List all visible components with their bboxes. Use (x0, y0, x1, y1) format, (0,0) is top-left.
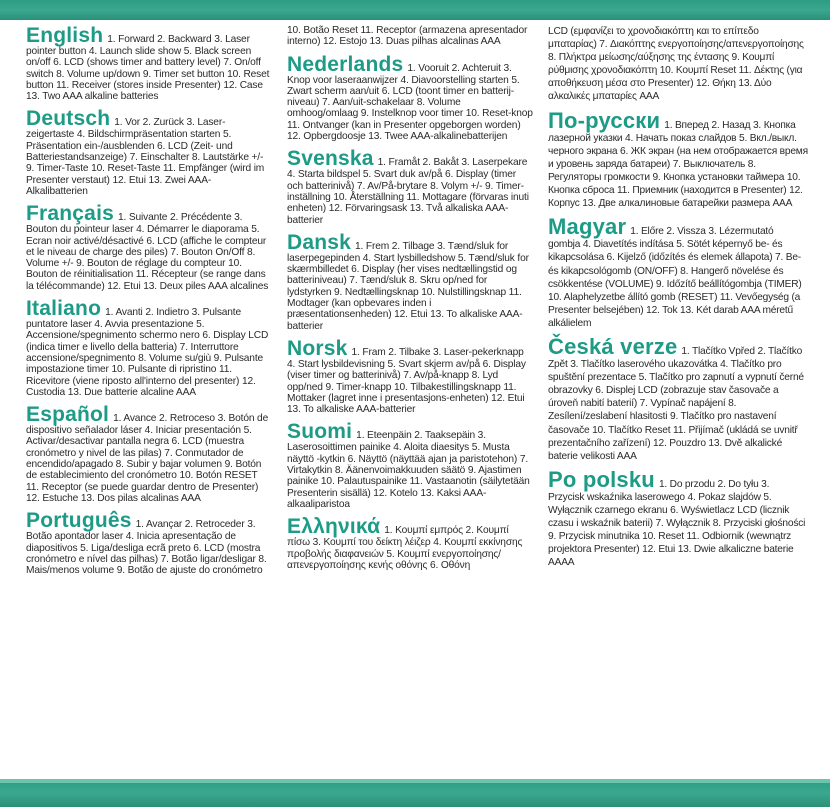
section-text: 1. Eteenpäin 2. Taaksepäin 3. Laserosoittimen painike 4. Aloita diaesitys 5. Musta näyttö -kytkin 6. Näyttö (näyttää ajan ja paristotehon) 7. Virtakytkin 8. Äänenvoimakkuuden säätö 9. Ajastimen painike 10. Palautuspainike 11. Vastaanotin (säilytetään Presenterin sisällä) 12. Kotelo 13. Kaksi AAA-alkaaliparistoa (287, 430, 530, 510)
section-magyar (548, 216, 808, 330)
section-title: По-русски (548, 107, 661, 133)
section-text: 1. Avance 2. Retroceso 3. Botón de dispositivo señalador láser 4. Iniciar presentación 5. Activar/desactivar pantalla negra 6. LCD (muestra cronómetro y nivel de las pilas) 7. Conmutador de encendido/apagado 8. Subir y bajar volumen 9. Botón de establecimiento del cronómetro 10. Botón RESET 11. Receptor (se puede guardar dentro de Presenter) 12. Estuche 13. Dos pilas alcalinas AAA (26, 413, 269, 504)
section-text: 1. Do przodu 2. Do tyłu 3. Przycisk wskaźnika laserowego 4. Pokaz slajdów 5. Wyłącznik czarnego ekranu 6. Wyświetlacz LCD (licznik czasu i wskaźnik baterii) 7. Wyłącznik 8. Przyciski głośności 9. Przycisk minutnika 10. Reset 11. Odbiornik (wewnątrz projektora Presenter) 12. Etui 13. Dwie alkaliczne baterie AAAA (548, 478, 806, 569)
section-espanol (26, 404, 272, 504)
section-suomi (287, 421, 533, 510)
section-francais (26, 203, 272, 292)
section-ellinika-continued (548, 25, 808, 104)
section-norsk (287, 338, 533, 415)
section-text: 10. Botão Reset 11. Receptor (armazena apresentador interno) 12. Estojo 13. Duas pilhas alcalinas AAA (287, 25, 528, 48)
section-text: 1. Vooruit 2. Achteruit 3. Knop voor laseraanwijzer 4. Diavoorstelling starten 5. Zwart scherm aan/uit 6. LCD (toont timer en batterij-niveau) 7. Aan/uit-schakelaar 8. Volume omhoog/omlaag 9. Instelknop voor timer 10. Reset-knop 11. Ontvanger (kan in Presenter opgeborgen worden) 12. Opbergdoosje 13. Twee AAA-alkalinebatterijen (287, 62, 533, 143)
section-title: Ελληνικά (287, 515, 381, 539)
column-3 (548, 25, 808, 775)
section-svenska (287, 148, 533, 225)
section-text: 1. Fram 2. Tilbake 3. Laser-pekerknapp 4. Start lysbildevisning 5. Svart skjerm av/på 6. Display (viser timer og batterinivå) 7. Av/på-knapp 8. Lyd opp/ned 9. Timer-knapp 10. Tilbakestillingsknapp 11. Mottaker (lagret inne i presentasjons-enheten) 12. Etui 13. To alkaliske AAA-batterier (287, 346, 526, 416)
section-text: 1. Vor 2. Zurück 3. Laser-zeigertaste 4. Bildschirmpräsentation starten 5. Präsentation ein-/ausblenden 6. LCD (Zeit- und Batteriestandsanzeige) 7. Einschalter 8. Lautstärke +/- 9. Timer-Taste 10. Reset-Taste 11. Empfänger (wird im Presenter verstaut) 12. Etui 13. Zwei AAA-Alkalibatterien (26, 117, 265, 197)
section-title: Português (26, 509, 132, 533)
section-title: Magyar (548, 214, 627, 240)
section-title: Español (26, 403, 110, 427)
section-text: 1. Suivante 2. Précédente 3. Bouton du pointeur laser 4. Démarrer le diaporama 5. Ecran noir activé/désactivé 6. LCD (affiche le compteur et le niveau de charge des piles) 7. Bouton On/Off 8. Volume +/- 9. Bouton de réglage du compteur 10. Bouton de réinitialisation 11. Récepteur (se range dans la télécommande) 12. Etui 13. Deux piles AAA alcalines (26, 212, 269, 292)
section-russian (548, 107, 808, 211)
section-text: LCD (εμφανίζει το χρονοδιακόπτη και το επίπεδο μπαταρίας) 7. Διακόπτης ενεργοποίησης/απενεργοποίησης 8. Πλήκτρα μείωσης/αύξησης της έντασης 9. Κουμπί ρύθμισης χρονοδιακόπτη 10. Κουμπί Reset 11. Δέκτης (για αποθήκευση μέσα στο Presenter) 12. Θήκη 13. Δύο αλκαλικές μπαταρίες AAA (548, 26, 804, 103)
section-english (26, 25, 272, 102)
section-title: Po polsku (548, 466, 655, 492)
section-title: Suomi (287, 420, 353, 444)
section-deutsch (26, 108, 272, 197)
section-title: Nederlands (287, 52, 404, 76)
section-portugues-continued (287, 25, 533, 48)
section-text: 1. Frem 2. Tilbage 3. Tænd/sluk for laserpegepinden 4. Start lysbilledshow 5. Tænd/sluk for skærmbilledet 6. Display (her vises nedtællingstid og batteriniveau) 7. Tænd/sluk 8. Skru op/ned for lydstyrken 9. Nedtællingsknap 10. Nulstillingsknap 11. Modtager (kan opbevares inden i præsentationsenheden) 12. Etui 13. To alkaliske AAA-batterier (287, 240, 529, 332)
section-text: 1. Framåt 2. Bakåt 3. Laserpekare 4. Starta bildspel 5. Svart duk av/på 6. Display (timer och batterinivå) 7. Av/På-brytare 8. Volym +/- 9. Timer-inställning 10. Återställning 11. Mottagare (förvaras inuti enheten) 12. Förvaringsask 13. Två alkaliska AAA-batterier (287, 157, 529, 226)
section-polski (548, 466, 808, 570)
top-band (0, 0, 830, 20)
bottom-band (0, 779, 830, 807)
section-dansk (287, 232, 533, 332)
section-text: 1. Κουμπί εμπρός 2. Κουμπί πίσω 3. Κουμπί του δείκτη λέιζερ 4. Κουμπί εκκίνησης προβολής διαφανειών 5. Κουμπί ενεργοποίησης/απενεργοποίησης κενής οθόνης 6. Οθόνη (287, 525, 523, 571)
section-text: 1. Előre 2. Vissza 3. Lézermutató gombja 4. Diavetítés indítása 5. Sötét képernyő be- és kikapcsolása 6. Kijelző (időzítés és elemek állapota) 7. Be- és kikapcsológomb (ON/OFF) 8. Hangerő növelése és csökkentése (VOLUME) 9. Időzítő beállítógombja (TIMER) 10. Alaphelyzetbe állító gomb (RESET) 11. Vevőegység (a Presenter belsejében) 12. Tok 13. Két darab AAA méretű alkálielem (548, 226, 802, 329)
section-cesky (548, 333, 808, 463)
section-ellinika (287, 516, 533, 571)
section-italiano (26, 298, 272, 398)
section-title: Česká verze (548, 333, 678, 359)
section-text: 1. Avanti 2. Indietro 3. Pulsante puntatore laser 4. Avvia presentazione 5. Accensione/spegnimento schermo nero 6. Display LCD (indica timer e livello della batteria) 7. Interruttore accensione/spegnimento 8. Volume su/giù 9. Pulsante impostazione timer 10. Pulsante di ripristino 11. Ricevitore (viene riposto all'interno del presenter) 12. Custodia 13. Due batterie alcaline AAA (26, 307, 269, 398)
section-portugues (26, 510, 272, 576)
section-title: Norsk (287, 336, 348, 360)
section-title: Svenska (287, 147, 374, 171)
section-text: 1. Вперед 2. Назад 3. Кнопка лазерной указки 4. Начать показ слайдов 5. Вкл./выкл. черного экрана 6. ЖК экран (на нем отображается время и уровень заряда батареи) 7. Выключатель 8. Регуляторы громкости 9. Кнопка установки таймера 10. Кнопка сброса 11. Приемник (находится в Presenter) 12. Корпус 13. Две алкалиновые батарейки размера AAA (548, 119, 808, 210)
column-1 (26, 25, 272, 775)
section-title: Deutsch (26, 107, 111, 131)
section-title: English (26, 25, 104, 47)
section-nederlands (287, 54, 533, 143)
column-2 (287, 25, 533, 775)
section-title: Français (26, 202, 114, 226)
section-title: Italiano (26, 297, 102, 321)
section-text: 1. Forward 2. Backward 3. Laser pointer button 4. Launch slide show 5. Black screen on/off 6. LCD (shows timer and battery level) 7. On/off switch 8. Volume up/down 9. Timer set button 10. Reset button 11. Receiver (stores inside Presenter) 12. Case 13. Two AAA alkaline batteries (26, 34, 270, 103)
section-text: 1. Avançar 2. Retroceder 3. Botão apontador laser 4. Inicia apresentação de diapositivos 5. Liga/desliga ecrã preto 6. LCD (mostra cronómetro e nível das pilhas) 7. Botão ligar/desligar 8. Mais/menos volume 9. Botão de ajuste do cronómetro (26, 519, 267, 577)
section-text: 1. Tlačítko Vpřed 2. Tlačítko Zpět 3. Tlačítko laserového ukazovátka 4. Tlačítko pro spuštění prezentace 5. Tlačítko pro zapnutí a vypnutí černé obrazovky 6. Displej LCD (zobrazuje stav časovače a úroveň nabití baterií) 7. Vypínač napájení 8. Zesílení/zeslabení hlasitosti 9. Tlačítko pro nastavení časovače 10. Tlačítko Reset 11. Přijímač (ukládá se uvnitř prezentačního zařízení) 12. Pouzdro 13. Dvě alkalické baterie velikosti AAA (548, 345, 804, 462)
section-title: Dansk (287, 230, 352, 254)
